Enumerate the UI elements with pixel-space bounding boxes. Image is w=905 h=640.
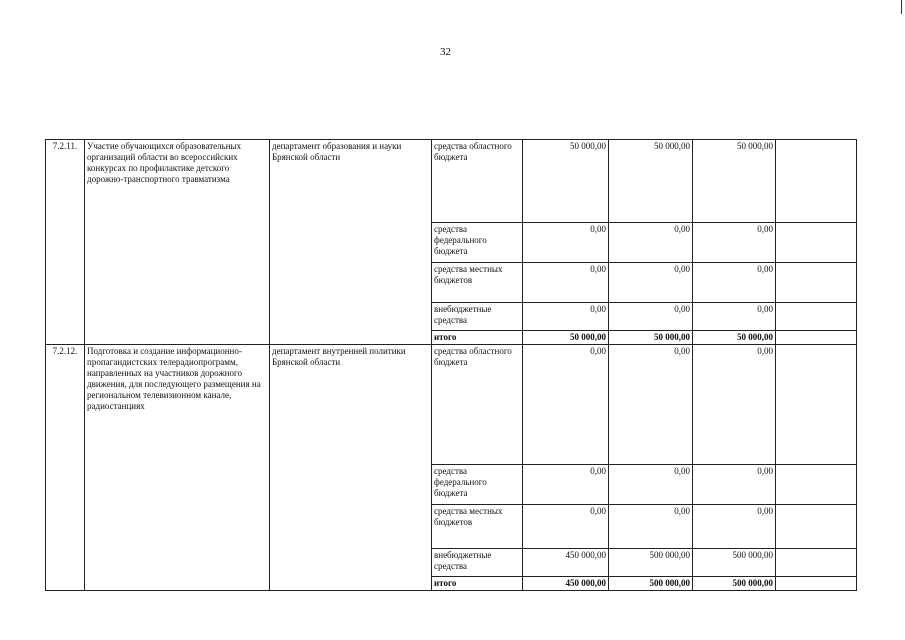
- total-amount-cell: 50 000,00: [609, 331, 693, 345]
- funding-source-total: итого: [432, 577, 523, 591]
- total-amount-cell: 50 000,00: [523, 331, 609, 345]
- amount-cell: 500 000,00: [693, 549, 776, 577]
- total-amount-cell: [776, 577, 857, 591]
- amount-cell: 0,00: [609, 223, 693, 263]
- funding-source: средства местных бюджетов: [432, 505, 523, 549]
- total-amount-cell: 500 000,00: [693, 577, 776, 591]
- amount-cell: [776, 549, 857, 577]
- amount-cell: [776, 465, 857, 505]
- amount-cell: 50 000,00: [523, 140, 609, 223]
- amount-cell: [776, 303, 857, 331]
- amount-cell: [776, 140, 857, 223]
- total-amount-cell: 500 000,00: [609, 577, 693, 591]
- page-edge-mark: [901, 0, 902, 14]
- funding-source: средства областного бюджета: [432, 140, 523, 223]
- funding-source: внебюджетные средства: [432, 549, 523, 577]
- total-amount-cell: 50 000,00: [693, 331, 776, 345]
- table-row: [46, 140, 857, 223]
- funding-source: средства федерального бюджета: [432, 465, 523, 505]
- funding-source: средства областного бюджета: [432, 345, 523, 465]
- amount-cell: [776, 223, 857, 263]
- amount-cell: 0,00: [523, 303, 609, 331]
- executor: департамент внутренней политики Брянской области: [270, 345, 432, 591]
- amount-cell: 0,00: [523, 465, 609, 505]
- amount-cell: 0,00: [609, 465, 693, 505]
- amount-cell: 0,00: [693, 465, 776, 505]
- executor: департамент образования и науки Брянской области: [270, 140, 432, 345]
- funding-source: средства федерального бюджета: [432, 223, 523, 263]
- item-code: 7.2.12.: [46, 345, 85, 591]
- amount-cell: 0,00: [693, 303, 776, 331]
- amount-cell: 0,00: [523, 345, 609, 465]
- amount-cell: 0,00: [523, 263, 609, 303]
- amount-cell: 50 000,00: [609, 140, 693, 223]
- item-code: 7.2.11.: [46, 140, 85, 345]
- amount-cell: 500 000,00: [609, 549, 693, 577]
- table-row: [46, 345, 857, 465]
- activity-description: Участие обучающихся образовательных организаций области во всероссийских конкурсах по профилактике детского дорожно-транспортного травматизма: [85, 140, 270, 345]
- amount-cell: 0,00: [609, 345, 693, 465]
- budget-table: [45, 139, 857, 591]
- funding-source: внебюджетные средства: [432, 303, 523, 331]
- page-number: 32: [440, 46, 451, 58]
- amount-cell: 0,00: [693, 345, 776, 465]
- amount-cell: 0,00: [609, 263, 693, 303]
- activity-description: Подготовка и создание информационно-пропагандистских телерадиопрограмм, направленных на участников дорожного движения, для последующего размещения на региональном телевизионном канале, радиостанциях: [85, 345, 270, 591]
- amount-cell: 50 000,00: [693, 140, 776, 223]
- amount-cell: 0,00: [609, 505, 693, 549]
- total-amount-cell: 450 000,00: [523, 577, 609, 591]
- amount-cell: [776, 505, 857, 549]
- amount-cell: 0,00: [523, 505, 609, 549]
- funding-source: средства местных бюджетов: [432, 263, 523, 303]
- amount-cell: 0,00: [693, 505, 776, 549]
- amount-cell: 0,00: [693, 223, 776, 263]
- amount-cell: [776, 263, 857, 303]
- amount-cell: 0,00: [609, 303, 693, 331]
- amount-cell: 0,00: [693, 263, 776, 303]
- funding-source-total: итого: [432, 331, 523, 345]
- amount-cell: [776, 345, 857, 465]
- amount-cell: 450 000,00: [523, 549, 609, 577]
- amount-cell: 0,00: [523, 223, 609, 263]
- total-amount-cell: [776, 331, 857, 345]
